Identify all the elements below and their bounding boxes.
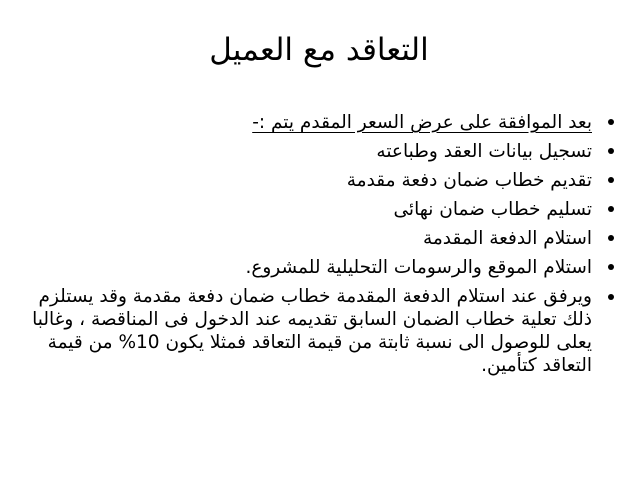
bullet-text: ويرفق عند استلام الدفعة المقدمة خطاب ضمان دفعة مقدمة وقد يستلزم ذلك تعلية خطاب الضمان السابق تقديمه عند الدخول فى المناقصة ، وغالبا يعلى للوصول الى نسبة ثابتة من قيمة التعاقد فمثلا يكون 10% من قيمة التعاقد كتأمين.	[32, 286, 592, 376]
bullet-text: بعد الموافقة على عرض السعر المقدم يتم :-	[252, 112, 592, 133]
bullet-dot-icon	[608, 206, 614, 212]
bullet-text: تسجيل بيانات العقد وطباعته	[376, 141, 592, 162]
bullet-dot-icon	[608, 148, 614, 154]
bullet-item	[20, 224, 618, 253]
bullet-dot-icon	[608, 264, 614, 270]
bullet-item	[20, 137, 618, 166]
bullet-text: تسليم خطاب ضمان نهائى	[393, 199, 592, 220]
bullet-text: استلام الموقع والرسومات التحليلية للمشروع.	[245, 257, 592, 278]
bullet-item	[20, 285, 618, 377]
bullet-item	[20, 253, 618, 282]
bullet-dot-icon	[608, 235, 614, 241]
bullet-item	[20, 195, 618, 224]
bullet-text: تقديم خطاب ضمان دفعة مقدمة	[346, 170, 592, 191]
bullet-text: استلام الدفعة المقدمة	[422, 228, 592, 249]
bullet-item	[20, 108, 618, 137]
bullet-dot-icon	[608, 177, 614, 183]
bullet-dot-icon	[608, 294, 614, 300]
bullet-list	[20, 108, 618, 377]
slide-title: التعاقد مع العميل	[209, 32, 429, 68]
bullet-item	[20, 166, 618, 195]
bullet-dot-icon	[608, 119, 614, 125]
